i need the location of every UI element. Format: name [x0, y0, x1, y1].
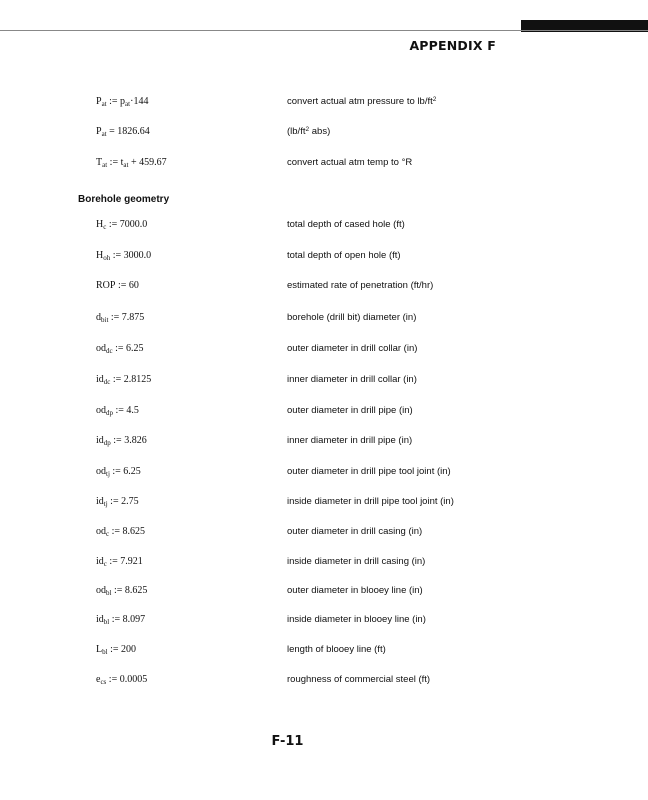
equation: $od_{bl}$ := 8.625: [96, 585, 148, 597]
equation-row: [0, 374, 648, 390]
equation-description: outer diameter in drill pipe tool joint (in): [287, 466, 451, 477]
equation-description: inner diameter in drill collar (in): [287, 374, 417, 385]
equation-row: [0, 312, 648, 328]
equation: $P_{at} = 1826.64$: [96, 126, 150, 138]
equation: $od_c$ := 8.625: [96, 526, 146, 538]
equation-row: [0, 526, 648, 542]
equation-row: [0, 466, 648, 482]
equation: $P_{at}$ := $p_{at}\cdot 144$: [96, 96, 149, 108]
equation-description: convert actual atm pressure to $lb/ft^2$: [287, 96, 437, 107]
equation-row: [0, 674, 648, 690]
equation-description: borehole (drill bit) diameter (in): [287, 312, 417, 323]
equation-description: total depth of cased hole (ft): [287, 219, 405, 230]
equation-description: inside diameter in blooey line (in): [287, 614, 426, 625]
equation-description: total depth of open hole (ft): [287, 250, 401, 261]
equation: $id_{bl}$ := 8.097: [96, 614, 146, 626]
equation-row: [0, 556, 648, 572]
equation-row: [0, 496, 648, 512]
header-rule: [0, 30, 648, 31]
equation: $id_c$ := 7.921: [96, 556, 143, 568]
equation-row: [0, 250, 648, 266]
section-heading: Borehole geometry: [78, 194, 170, 205]
equation-description: estimated rate of penetration (ft/hr): [287, 280, 434, 291]
equation-description: roughness of commercial steel (ft): [287, 674, 431, 685]
equation-row: [0, 343, 648, 359]
equation-row: [0, 280, 648, 296]
equation-row: [0, 219, 648, 235]
equation: $L_{bl}$ := 200: [96, 644, 136, 656]
equation-row: [0, 435, 648, 451]
equation-description: inner diameter in drill pipe (in): [287, 435, 413, 446]
equation-description: outer diameter in drill pipe (in): [287, 405, 413, 416]
equation-description: ($lb/ft^2$ abs): [287, 126, 331, 137]
equation-description: convert actual atm temp to °R: [287, 157, 413, 168]
equation: ROP := 60: [96, 280, 139, 291]
equation-row: [0, 126, 648, 142]
equation: $od_{dc}$ := 6.25: [96, 343, 144, 355]
equation-row: [0, 614, 648, 630]
equation-row: [0, 405, 648, 421]
equation-description: outer diameter in drill casing (in): [287, 526, 423, 537]
equation: $id_{dp}$ := 3.826: [96, 435, 147, 447]
equation: $od_{tj}$ := 6.25: [96, 466, 141, 478]
equation-row: [0, 644, 648, 660]
equation-description: outer diameter in blooey line (in): [287, 585, 423, 596]
equation-description: inside diameter in drill casing (in): [287, 556, 426, 567]
equation: $od_{dp}$ := 4.5: [96, 405, 139, 417]
equation: $H_{oh}$ := 3000.0: [96, 250, 152, 262]
equation: $H_c$ := 7000.0: [96, 219, 148, 231]
equation: $id_{dc}$ := 2.8125: [96, 374, 152, 386]
equation: $d_{bit}$ := 7.875: [96, 312, 145, 324]
equation: $id_{tj}$ := 2.75: [96, 496, 139, 508]
equation-description: length of blooey line (ft): [287, 644, 386, 655]
equation-description: outer diameter in drill collar (in): [287, 343, 418, 354]
equation-row: [0, 96, 648, 112]
equation: $e_{cs}$ := 0.0005: [96, 674, 148, 686]
appendix-title: APPENDIX F: [409, 38, 496, 53]
equation-row: [0, 157, 648, 173]
page-number: F-11: [271, 734, 304, 749]
equation-description: inside diameter in drill pipe tool joint (in): [287, 496, 454, 507]
equation: $T_{at}$ := $t_{at} + 459.67$: [96, 157, 167, 169]
equation-row: [0, 585, 648, 601]
